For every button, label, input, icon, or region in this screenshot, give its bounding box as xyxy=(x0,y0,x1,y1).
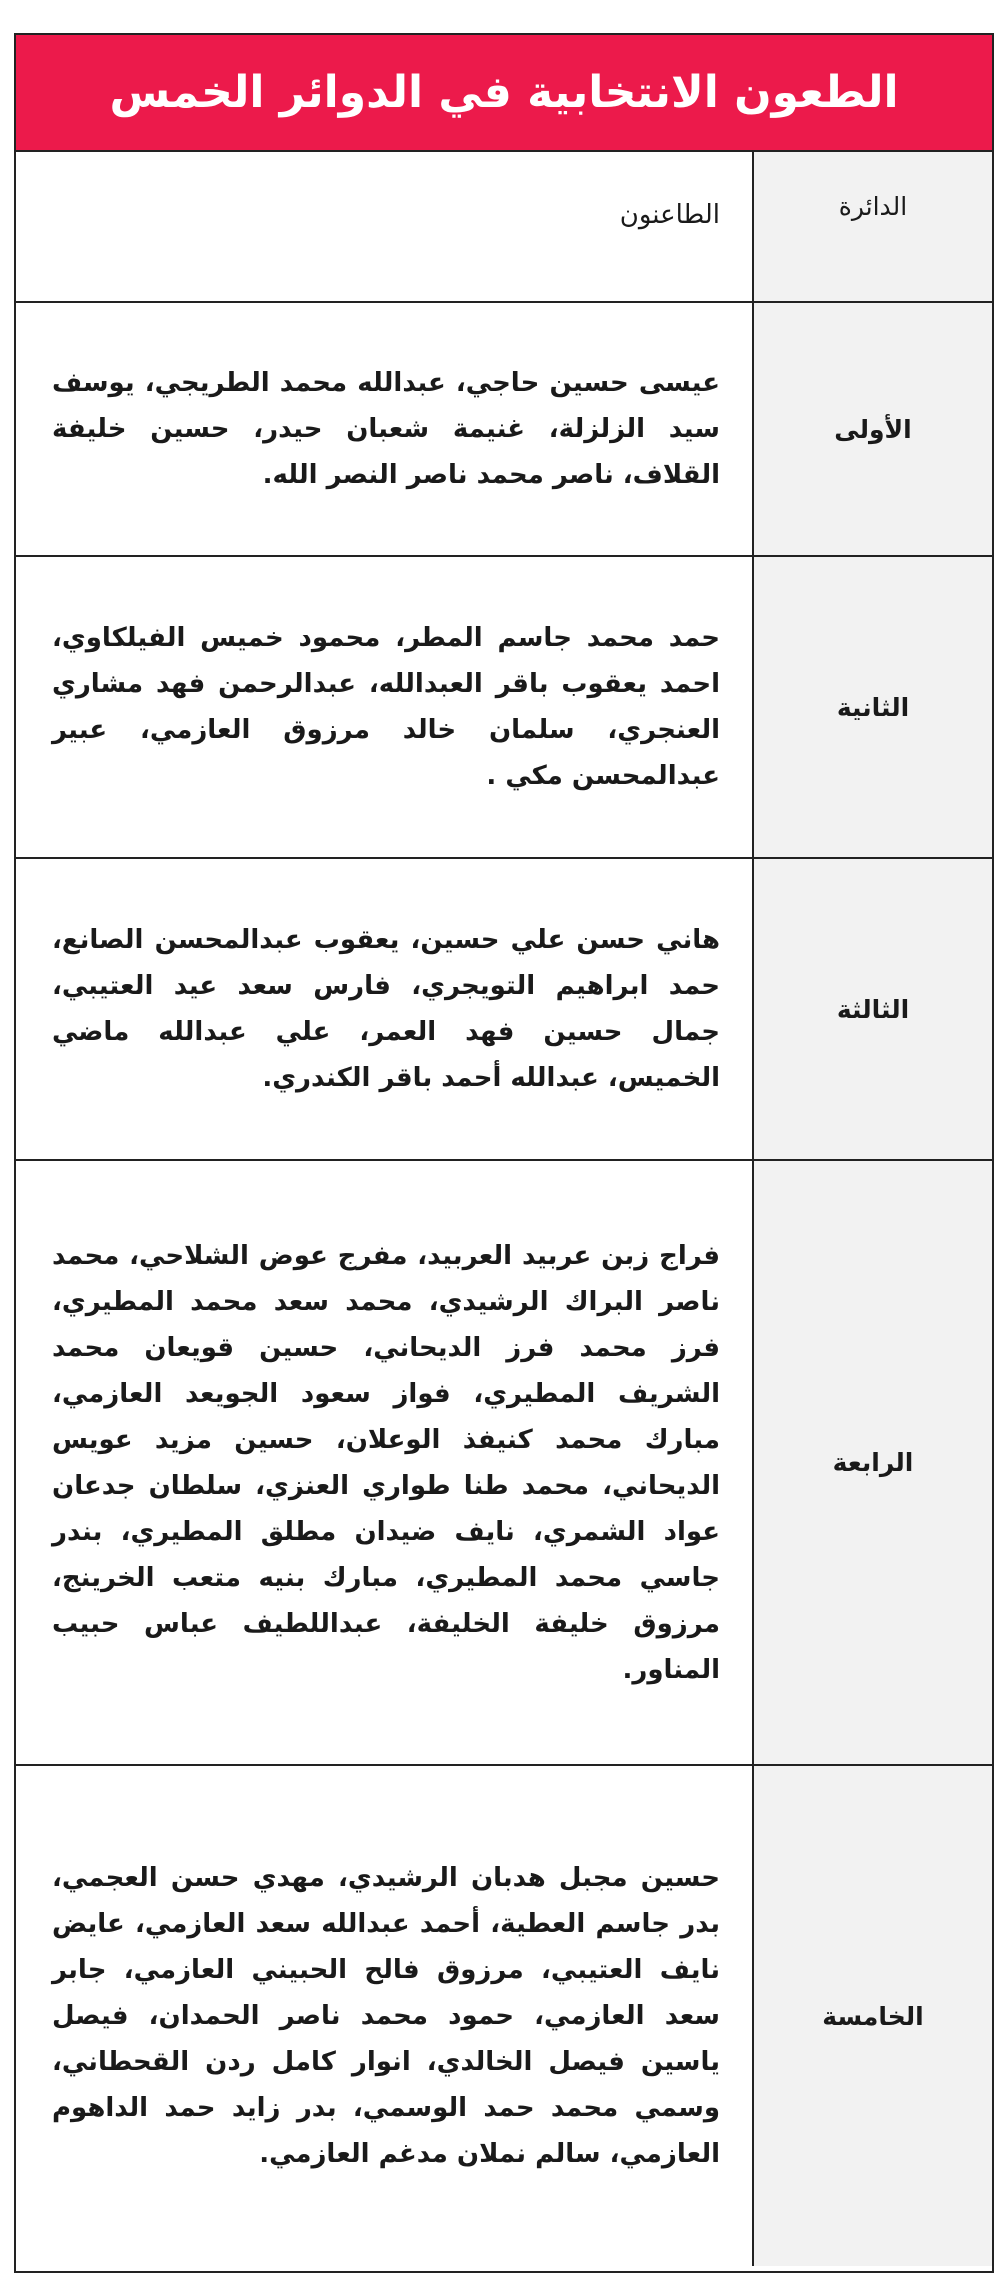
table-row-fourth-district xyxy=(16,1161,992,1766)
table-row-fifth-district xyxy=(16,1766,992,2266)
district-label: الرابعة xyxy=(752,1161,992,1764)
appellants-cell xyxy=(16,1766,752,2266)
district-label: الأولى xyxy=(752,303,992,555)
appellants-list: حسين مجبل هدبان الرشيدي، مهدي حسن العجمي، بدر جاسم العطية، أحمد عبدالله سعد العازمي، عايض نايف العتيبي، مرزوق فالح الحبيني العازمي، جابر سعد العازمي، حمود محمد ناصر الحمدان، فيصل ياسين فيصل الخالدي، انوار كامل ردن القحطاني، وسمي محمد حمد الوسمي، بدر زايد حمد الداهوم العازمي، سالم نملان مدغم العازمي. xyxy=(52,1863,720,2169)
appellants-list: فراج زبن عربيد العربيد، مفرج عوض الشلاحي، محمد ناصر البراك الرشيدي، محمد سعد محمد المطيري، فرز محمد فرز الديحاني، حسين قويعان محمد الشريف المطيري، فواز سعود الجويعد العازمي، مبارك محمد كنيفذ الوعلان، حسين مزيد عويس الديحاني، محمد طنا طواري العنزي، سلطان جدعان عواد الشمري، نايف ضيدان مطلق المطيري، بندر جاسي محمد المطيري، مبارك بنيه متعب الخرينج، مرزوق خليفة الخليفة، عبداللطيف عباس حبيب المناور. xyxy=(52,1240,720,1685)
column-header-appellants xyxy=(16,152,752,301)
title-banner xyxy=(16,35,992,152)
district-label: الثالثة xyxy=(752,859,992,1159)
appellants-list: حمد محمد جاسم المطر، محمود خميس الفيلكاوي، احمد يعقوب باقر العبدالله، عبدالرحمن فهد مشاري العنجري، سلمان خالد مرزوق العازمي، عبير عبدالمحسن مكي . xyxy=(52,623,720,791)
appellants-cell xyxy=(16,303,752,555)
appellants-cell xyxy=(16,1161,752,1764)
column-header-appellants-label: الطاعنون xyxy=(619,200,720,230)
column-header-district: الدائرة xyxy=(752,152,992,301)
appellants-list: هاني حسن علي حسين، يعقوب عبدالمحسن الصانع، حمد ابراهيم التويجري، فارس سعد عيد العتيبي، جمال حسين فهد العمر، علي عبدالله ماضي الخميس، عبدالله أحمد باقر الكندري. xyxy=(52,925,720,1093)
table-row-first-district xyxy=(16,303,992,557)
table-row-second-district xyxy=(16,557,992,859)
appellants-cell xyxy=(16,859,752,1159)
page-title: الطعون الانتخابية في الدوائر الخمس xyxy=(109,67,899,118)
district-label: الخامسة xyxy=(752,1766,992,2266)
district-label: الثانية xyxy=(752,557,992,857)
appellants-list: عيسى حسين حاجي، عبدالله محمد الطريجي، يوسف سيد الزلزلة، غنيمة شعبان حيدر، حسين خليفة القلاف، ناصر محمد ناصر النصر الله. xyxy=(52,368,720,490)
table-row-third-district xyxy=(16,859,992,1161)
appellants-cell xyxy=(16,557,752,857)
appeals-table xyxy=(14,33,994,2273)
table-header-row xyxy=(16,152,992,303)
